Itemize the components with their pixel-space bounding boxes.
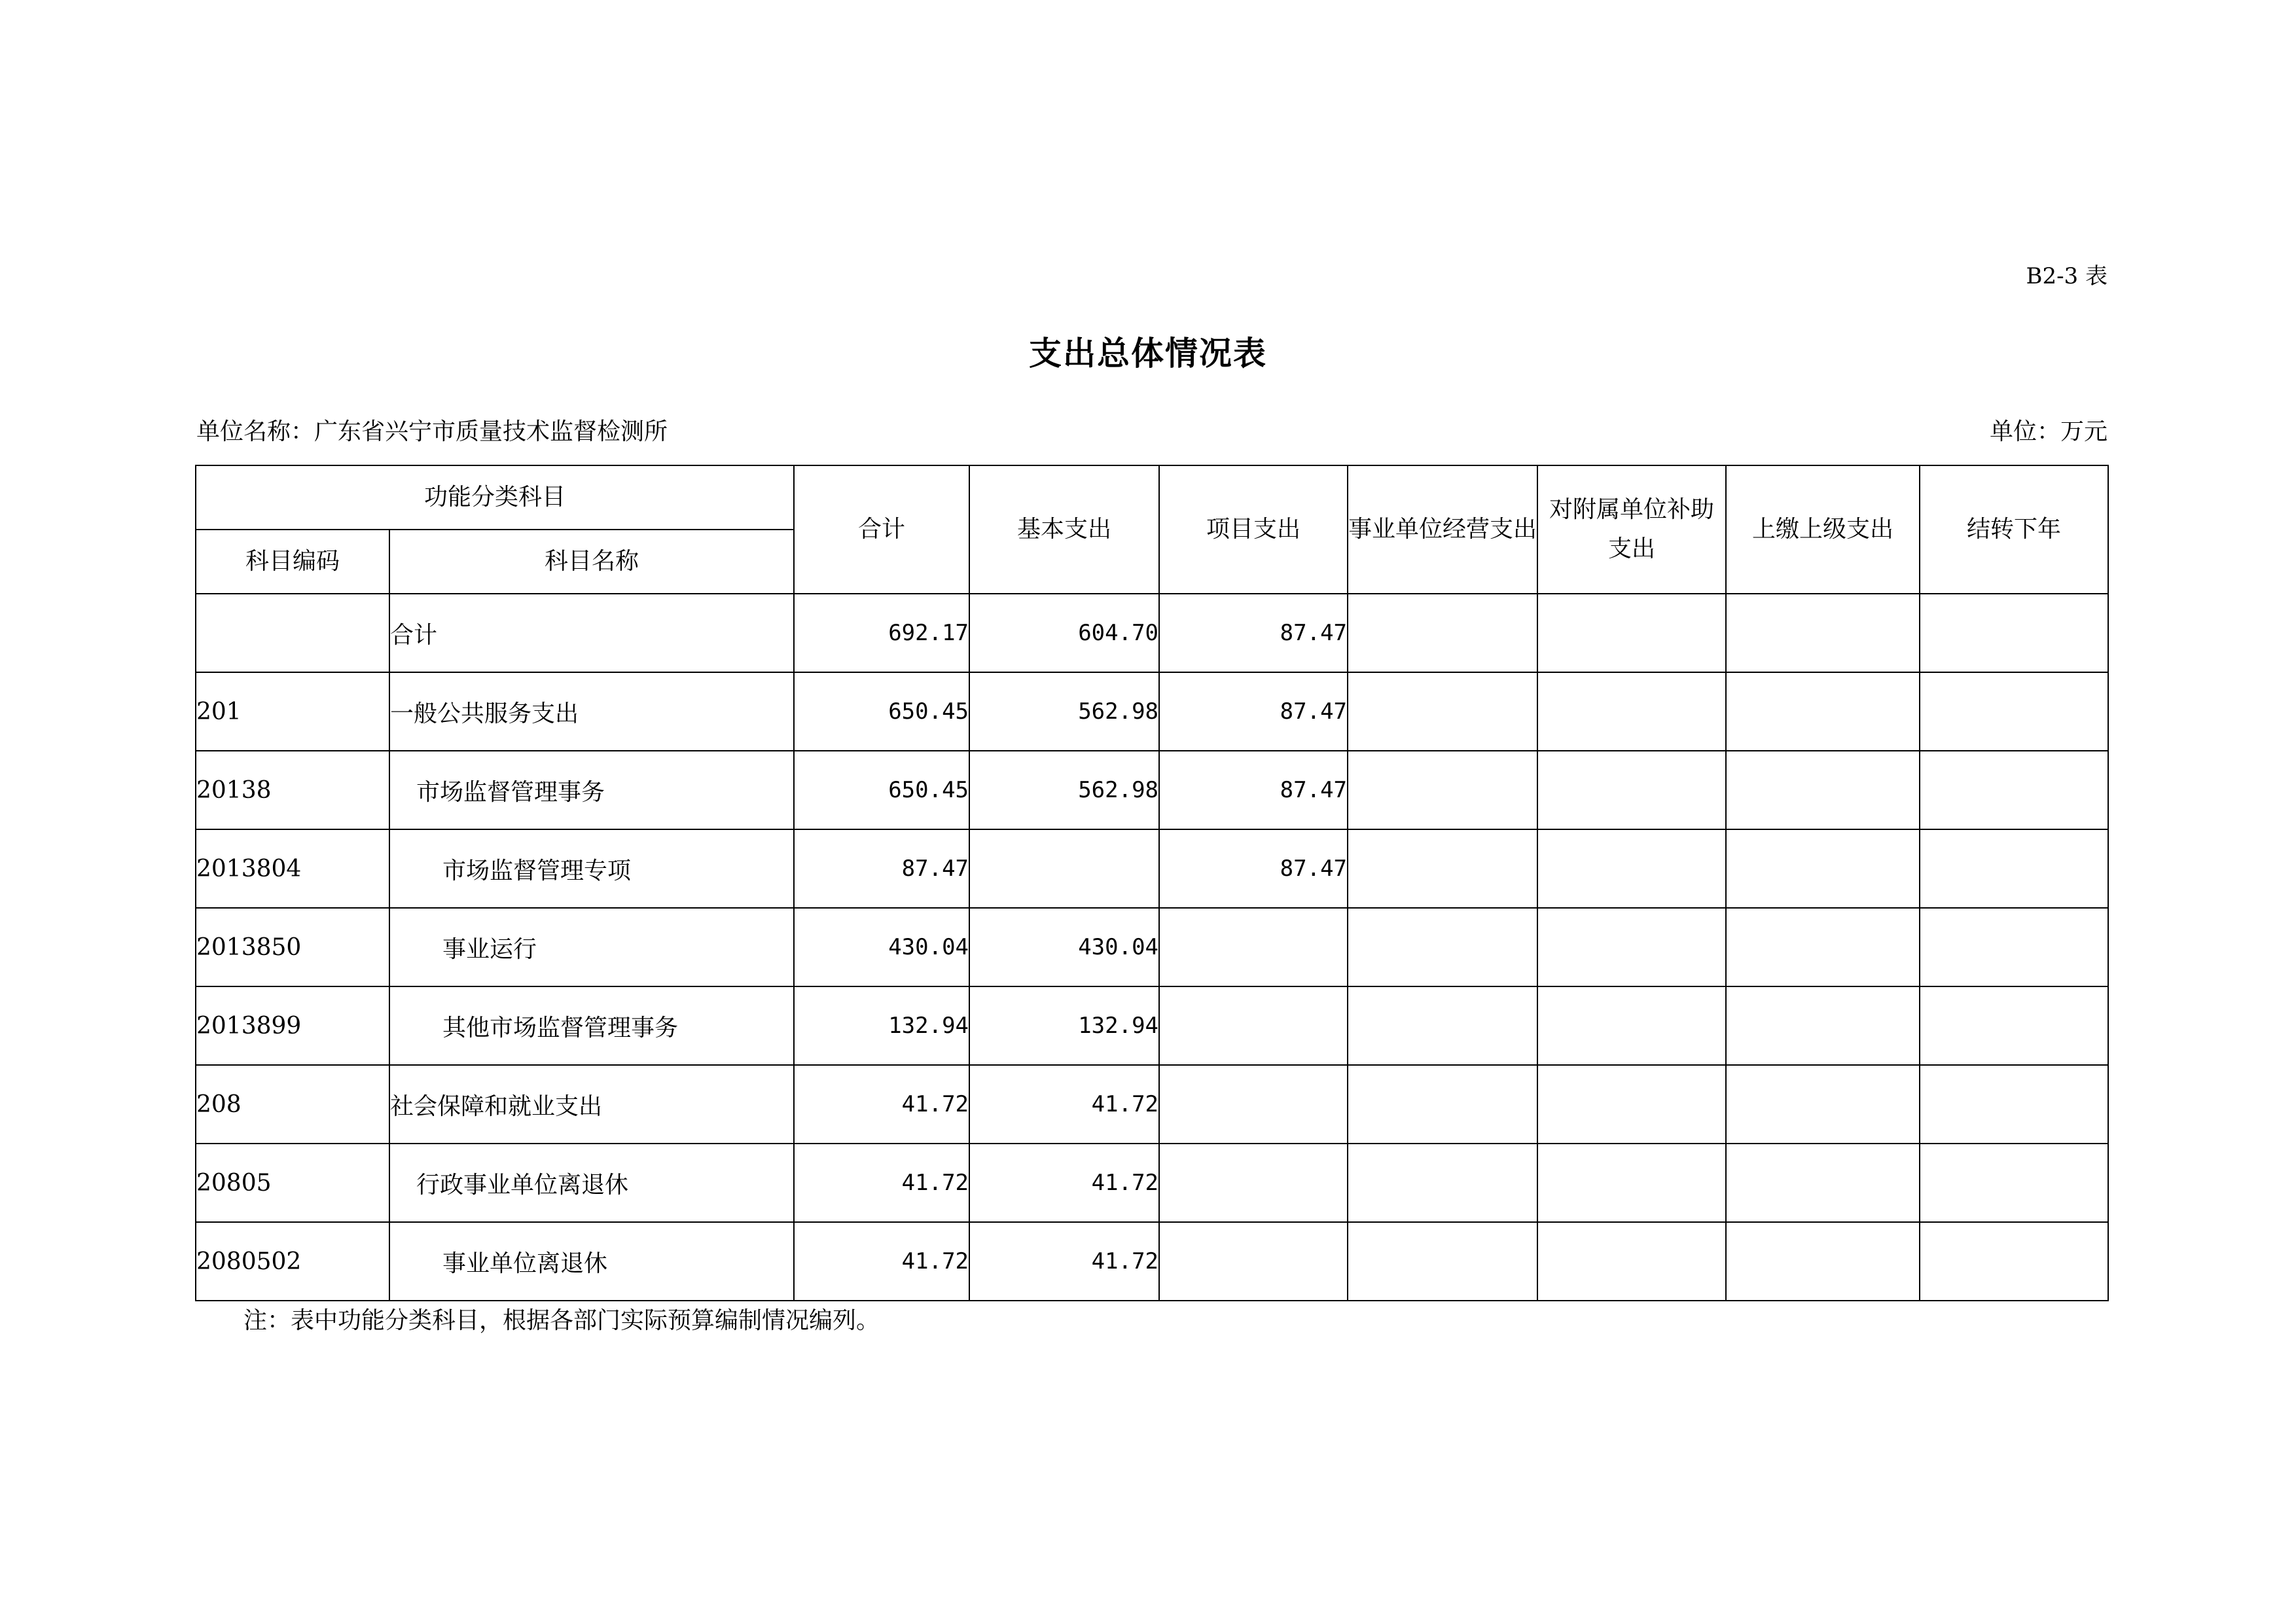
table-row [196,672,2108,751]
cell-total: 41.72 [794,1065,969,1144]
cell-total: 41.72 [794,1144,969,1222]
cell-basic: 562.98 [969,672,1159,751]
cell-total: 41.72 [794,1222,969,1301]
cell-carryover [1920,751,2108,829]
table-row [196,751,2108,829]
header-row-1 [196,465,2108,530]
cell-project [1159,986,1348,1065]
cell-name: 合计 [389,594,794,672]
cell-name: 社会保障和就业支出 [389,1065,794,1144]
cell-subsidy [1537,594,1726,672]
cell-project: 87.47 [1159,672,1348,751]
cell-business [1348,908,1537,986]
cell-superior [1726,986,1920,1065]
cell-carryover [1920,672,2108,751]
header-code: 科目编码 [196,530,389,594]
meta-row [196,416,2108,448]
cell-subsidy [1537,908,1726,986]
cell-name: 市场监督管理事务 [389,751,794,829]
header-name: 科目名称 [389,530,794,594]
cell-project [1159,1222,1348,1301]
cell-carryover [1920,1222,2108,1301]
cell-project: 87.47 [1159,829,1348,908]
cell-superior [1726,1065,1920,1144]
cell-basic: 132.94 [969,986,1159,1065]
expenditure-table [195,465,2109,1301]
cell-basic: 41.72 [969,1222,1159,1301]
cell-code: 208 [196,1065,389,1144]
cell-total: 650.45 [794,672,969,751]
cell-code: 20805 [196,1144,389,1222]
cell-carryover [1920,1065,2108,1144]
cell-subsidy [1537,986,1726,1065]
cell-business [1348,986,1537,1065]
cell-total: 132.94 [794,986,969,1065]
cell-carryover [1920,594,2108,672]
cell-superior [1726,1144,1920,1222]
cell-superior [1726,672,1920,751]
header-basic: 基本支出 [969,465,1159,594]
cell-subsidy [1537,751,1726,829]
cell-subsidy [1537,672,1726,751]
cell-superior [1726,594,1920,672]
cell-business [1348,1065,1537,1144]
cell-name: 一般公共服务支出 [389,672,794,751]
cell-code: 2080502 [196,1222,389,1301]
header-carryover: 结转下年 [1920,465,2108,594]
table-note: 注：表中功能分类科目，根据各部门实际预算编制情况编列。 [243,1307,880,1334]
cell-carryover [1920,986,2108,1065]
table-row [196,986,2108,1065]
cell-name: 行政事业单位离退休 [389,1144,794,1222]
cell-total: 430.04 [794,908,969,986]
cell-project [1159,908,1348,986]
table-row [196,1065,2108,1144]
cell-total: 692.17 [794,594,969,672]
cell-total: 87.47 [794,829,969,908]
cell-business [1348,829,1537,908]
cell-name: 其他市场监督管理事务 [389,986,794,1065]
cell-basic [969,829,1159,908]
cell-project: 87.47 [1159,594,1348,672]
cell-basic: 604.70 [969,594,1159,672]
cell-business [1348,594,1537,672]
table-row [196,908,2108,986]
header-total: 合计 [794,465,969,594]
cell-subsidy [1537,1222,1726,1301]
cell-basic: 41.72 [969,1065,1159,1144]
cell-business [1348,1144,1537,1222]
cell-superior [1726,908,1920,986]
header-subsidy: 对附属单位补助支出 [1537,465,1726,594]
cell-superior [1726,829,1920,908]
cell-business [1348,672,1537,751]
header-business: 事业单位经营支出 [1348,465,1537,594]
table-row [196,1222,2108,1301]
cell-project: 87.47 [1159,751,1348,829]
table-row [196,829,2108,908]
unit-name: 单位名称：广东省兴宁市质量技术监督检测所 [196,418,668,445]
cell-name: 市场监督管理专项 [389,829,794,908]
cell-basic: 430.04 [969,908,1159,986]
cell-superior [1726,751,1920,829]
cell-subsidy [1537,1144,1726,1222]
cell-superior [1726,1222,1920,1301]
cell-code: 2013899 [196,986,389,1065]
cell-carryover [1920,829,2108,908]
table-row [196,1144,2108,1222]
cell-code: 2013804 [196,829,389,908]
cell-basic: 562.98 [969,751,1159,829]
cell-carryover [1920,1144,2108,1222]
cell-business [1348,751,1537,829]
cell-subsidy [1537,1065,1726,1144]
cell-project [1159,1065,1348,1144]
cell-name: 事业单位离退休 [389,1222,794,1301]
cell-project [1159,1144,1348,1222]
form-code: B2-3 表 [2026,263,2108,289]
unit-measure: 单位：万元 [1989,418,2108,445]
cell-carryover [1920,908,2108,986]
cell-code: 2013850 [196,908,389,986]
document-title: 支出总体情况表 [1029,334,1267,372]
cell-name: 事业运行 [389,908,794,986]
cell-total: 650.45 [794,751,969,829]
table-row [196,594,2108,672]
cell-subsidy [1537,829,1726,908]
cell-business [1348,1222,1537,1301]
cell-basic: 41.72 [969,1144,1159,1222]
header-project: 项目支出 [1159,465,1348,594]
cell-code: 20138 [196,751,389,829]
header-category: 功能分类科目 [196,465,794,530]
header-superior: 上缴上级支出 [1726,465,1920,594]
cell-code: 201 [196,672,389,751]
cell-code [196,594,389,672]
